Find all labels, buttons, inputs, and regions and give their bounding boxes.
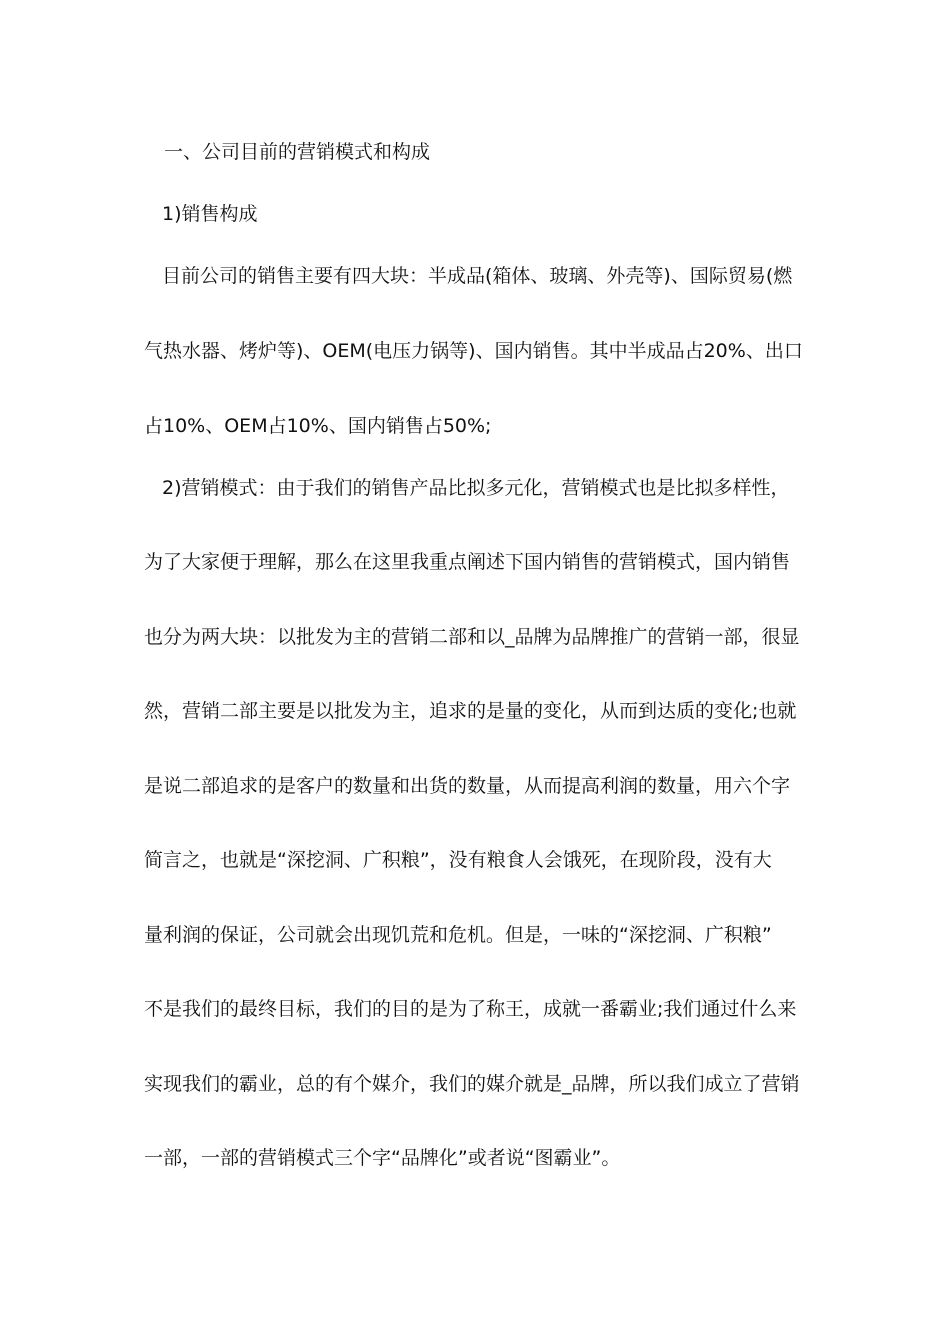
paragraph-line: 是说二部追求的是客户的数量和出货的数量，从而提高利润的数量，用六个字 (144, 775, 791, 797)
paragraph-line: 也分为两大块：以批发为主的营销二部和以_品牌为品牌推广的营销一部，很显 (144, 626, 800, 648)
subsection-title-sales-composition: 1)销售构成 (162, 203, 258, 225)
paragraph-line: 一部，一部的营销模式三个字“品牌化”或者说“图霸业”。 (144, 1147, 621, 1169)
paragraph-line: 简言之，也就是“深挖洞、广积粮”，没有粮食人会饿死，在现阶段，没有大 (144, 849, 772, 871)
paragraph-line: 实现我们的霸业，总的有个媒介，我们的媒介就是_品牌，所以我们成立了营销 (144, 1073, 800, 1095)
paragraph-line: 然，营销二部主要是以批发为主，追求的是量的变化，从而到达质的变化;也就 (144, 700, 797, 722)
paragraph-line: 为了大家便于理解，那么在这里我重点阐述下国内销售的营销模式，国内销售 (144, 551, 791, 573)
paragraph-line: 2)营销模式：由于我们的销售产品比拟多元化，营销模式也是比拟多样性， (162, 477, 790, 499)
paragraph-line: 量利润的保证，公司就会出现饥荒和危机。但是，一味的“深挖洞、广积粮” (144, 924, 772, 946)
section-heading: 一、公司目前的营销模式和构成 (164, 141, 431, 163)
paragraph-line: 气热水器、烤炉等)、OEM(电压力锅等)、国内销售。其中半成品占20%、出口 (144, 340, 803, 362)
paragraph-line: 不是我们的最终目标，我们的目的是为了称王，成就一番霸业;我们通过什么来 (144, 998, 797, 1020)
paragraph-line: 目前公司的销售主要有四大块：半成品(箱体、玻璃、外壳等)、国际贸易(燃 (162, 265, 793, 287)
paragraph-line: 占10%、OEM占10%、国内销售占50%; (144, 415, 492, 437)
